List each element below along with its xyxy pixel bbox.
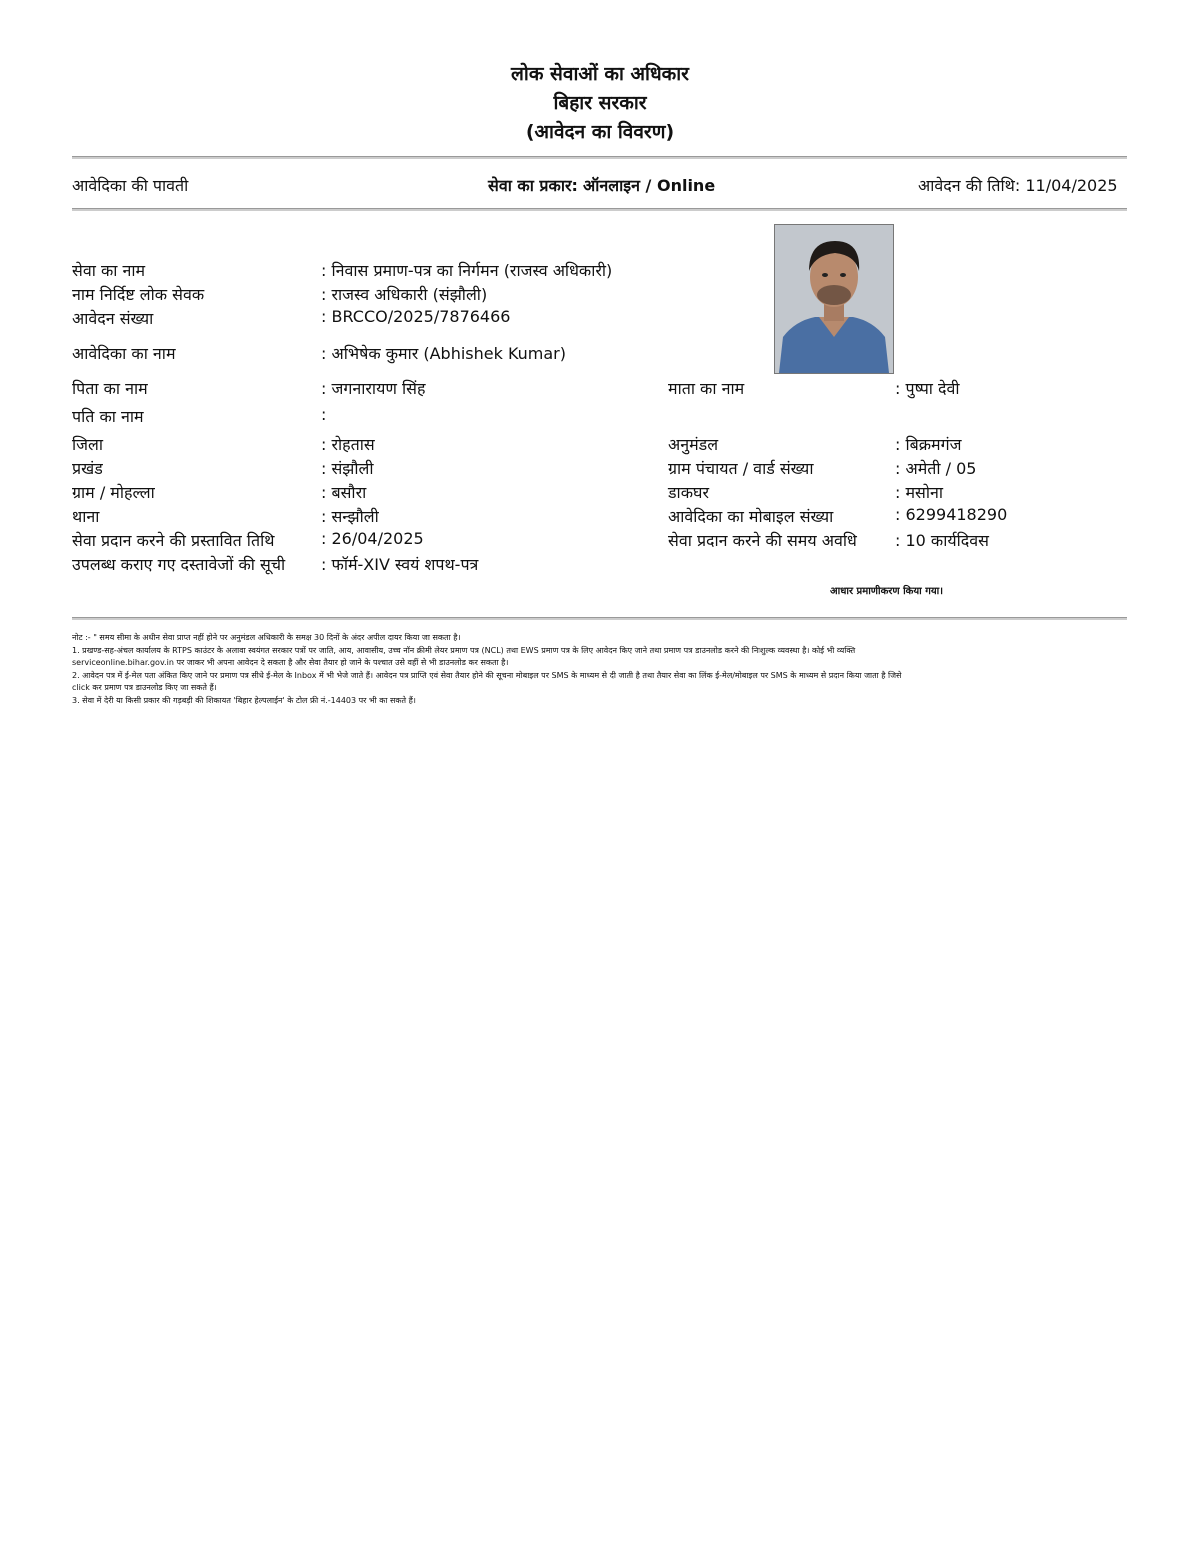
applicant-portrait-image [775, 225, 893, 373]
note-line: serviceonline.bihar.gov.in पर जाकर भी अपना आवेदन दे सकता है और सेवा तैयार हो जाने के पश्चात उसे वहीं से भी डाउनलोड कर सकता है। [72, 658, 509, 667]
note-line: नोट :- " समय सीमा के अधीन सेवा प्राप्त नहीं होने पर अनुमंडल अधिकारी के समक्ष 30 दिनों के अंदर अपील दायर किया जा सकता है। [72, 633, 461, 642]
field-value-public-servant: : राजस्व अधिकारी (संझौली) [321, 285, 488, 304]
note-line: click कर प्रमाण पत्र डाउनलोड किए जा सकते हैं। [72, 683, 217, 692]
field-label-district: जिला [72, 435, 104, 454]
application-date-label: आवेदन की तिथि: [918, 176, 1021, 195]
field-label-service-name: सेवा का नाम [72, 261, 146, 280]
field-value-mother-name: : पुष्पा देवी [895, 379, 960, 398]
field-value-proposed-date: : 26/04/2025 [321, 529, 424, 548]
field-label-village: ग्राम / मोहल्ला [72, 483, 155, 502]
applicant-photo [774, 224, 894, 374]
application-date [918, 174, 1118, 196]
field-label-panchayat-ward: ग्राम पंचायत / वार्ड संख्या [668, 459, 814, 478]
field-value-village: : बसौरा [321, 483, 367, 502]
field-label-post-office: डाकघर [668, 483, 709, 502]
field-value-block: : संझौली [321, 459, 374, 478]
field-value-service-period: : 10 कार्यदिवस [895, 531, 989, 550]
field-value-mobile: : 6299418290 [895, 505, 1008, 524]
field-value-police-station: : सन्झौली [321, 507, 379, 526]
top-divider [72, 156, 1127, 159]
application-date-value: 11/04/2025 [1025, 176, 1118, 195]
service-type-label: सेवा का प्रकार: [488, 176, 578, 195]
field-value-documents: : फॉर्म-XIV स्वयं शपथ-पत्र [321, 555, 479, 574]
field-label-husband-name: पति का नाम [72, 407, 144, 426]
header-line-3: (आवेदन का विवरण) [525, 121, 675, 143]
field-value-father-name: : जगनारायण सिंह [321, 379, 426, 398]
field-value-husband-name: : [321, 405, 327, 424]
field-label-documents: उपलब्ध कराए गए दस्तावेजों की सूची [72, 555, 286, 574]
field-value-panchayat-ward: : अमेती / 05 [895, 459, 977, 478]
field-label-police-station: थाना [72, 507, 100, 526]
note-line: 3. सेवा में देरी या किसी प्रकार की गड़बड़ी की शिकायत 'बिहार हेल्पलाईन' के टोल फ्री नं.-14403 पर भी का सकते हैं। [72, 695, 416, 705]
field-value-service-name: : निवास प्रमाण-पत्र का निर्गमन (राजस्व अधिकारी) [321, 261, 613, 280]
service-type-value: ऑनलाइन / Online [583, 176, 716, 195]
field-label-mother-name: माता का नाम [668, 379, 745, 398]
field-label-father-name: पिता का नाम [72, 379, 148, 398]
field-value-application-number: : BRCCO/2025/7876466 [321, 307, 511, 326]
header-line-2: बिहार सरकार [553, 92, 647, 114]
note-line: 2. आवेदन पत्र में ई-मेल पता अंकित किए जाने पर प्रमाण पत्र सीधे ई-मेल के Inbox में भी भेजे जाते हैं। आवेदन पत्र प्राप्ति एवं सेवा तैयार होने की सूचना मोबाइल पर SMS के माध्यम से दी जाती है तथा तैयार सेवा का लिंक ई-मेल/मोबाइल पर SMS के माध्यम से प्रदान किया जाता है जिसे [72, 670, 902, 680]
meta-divider [72, 208, 1127, 211]
notes-divider [72, 617, 1127, 620]
field-label-application-number: आवेदन संख्या [72, 309, 154, 328]
field-label-applicant-name: आवेदिका का नाम [72, 344, 176, 363]
field-value-district: : रोहतास [321, 435, 375, 454]
header-line-1: लोक सेवाओं का अधिकार [511, 63, 689, 85]
field-label-public-servant: नाम निर्दिष्ट लोक सेवक [72, 285, 205, 304]
field-label-service-period: सेवा प्रदान करने की समय अवधि [668, 531, 857, 550]
field-value-post-office: : मसोना [895, 483, 944, 502]
field-label-subdivision: अनुमंडल [668, 435, 719, 454]
aadhaar-attestation: आधार प्रमाणीकरण किया गया। [830, 586, 944, 597]
field-label-proposed-date: सेवा प्रदान करने की प्रस्तावित तिथि [72, 531, 275, 550]
notes-section [72, 632, 1132, 707]
note-line: 1. प्रखण्ड-सह-अंचल कार्यालय के RTPS काउंटर के अलावा स्वयंगत सरकार पत्रों पर जाति, आय, आवासीय, उच्च नॉन क्रीमी लेयर प्रमाण पत्र (NCL) तथा EWS प्रमाण पत्र के लिए आवेदन किए जाने तथा प्रमाण पत्र डाउनलोड करने की निःशुल्क व्यवस्था है। कोई भी व्यक्ति [72, 645, 856, 655]
field-label-mobile: आवेदिका का मोबाइल संख्या [668, 507, 834, 526]
field-value-applicant-name: : अभिषेक कुमार (Abhishek Kumar) [321, 344, 566, 363]
service-type [488, 174, 715, 196]
receipt-title: आवेदिका की पावती [72, 176, 189, 195]
field-value-subdivision: : बिक्रमगंज [895, 435, 962, 454]
field-label-block: प्रखंड [72, 459, 103, 478]
